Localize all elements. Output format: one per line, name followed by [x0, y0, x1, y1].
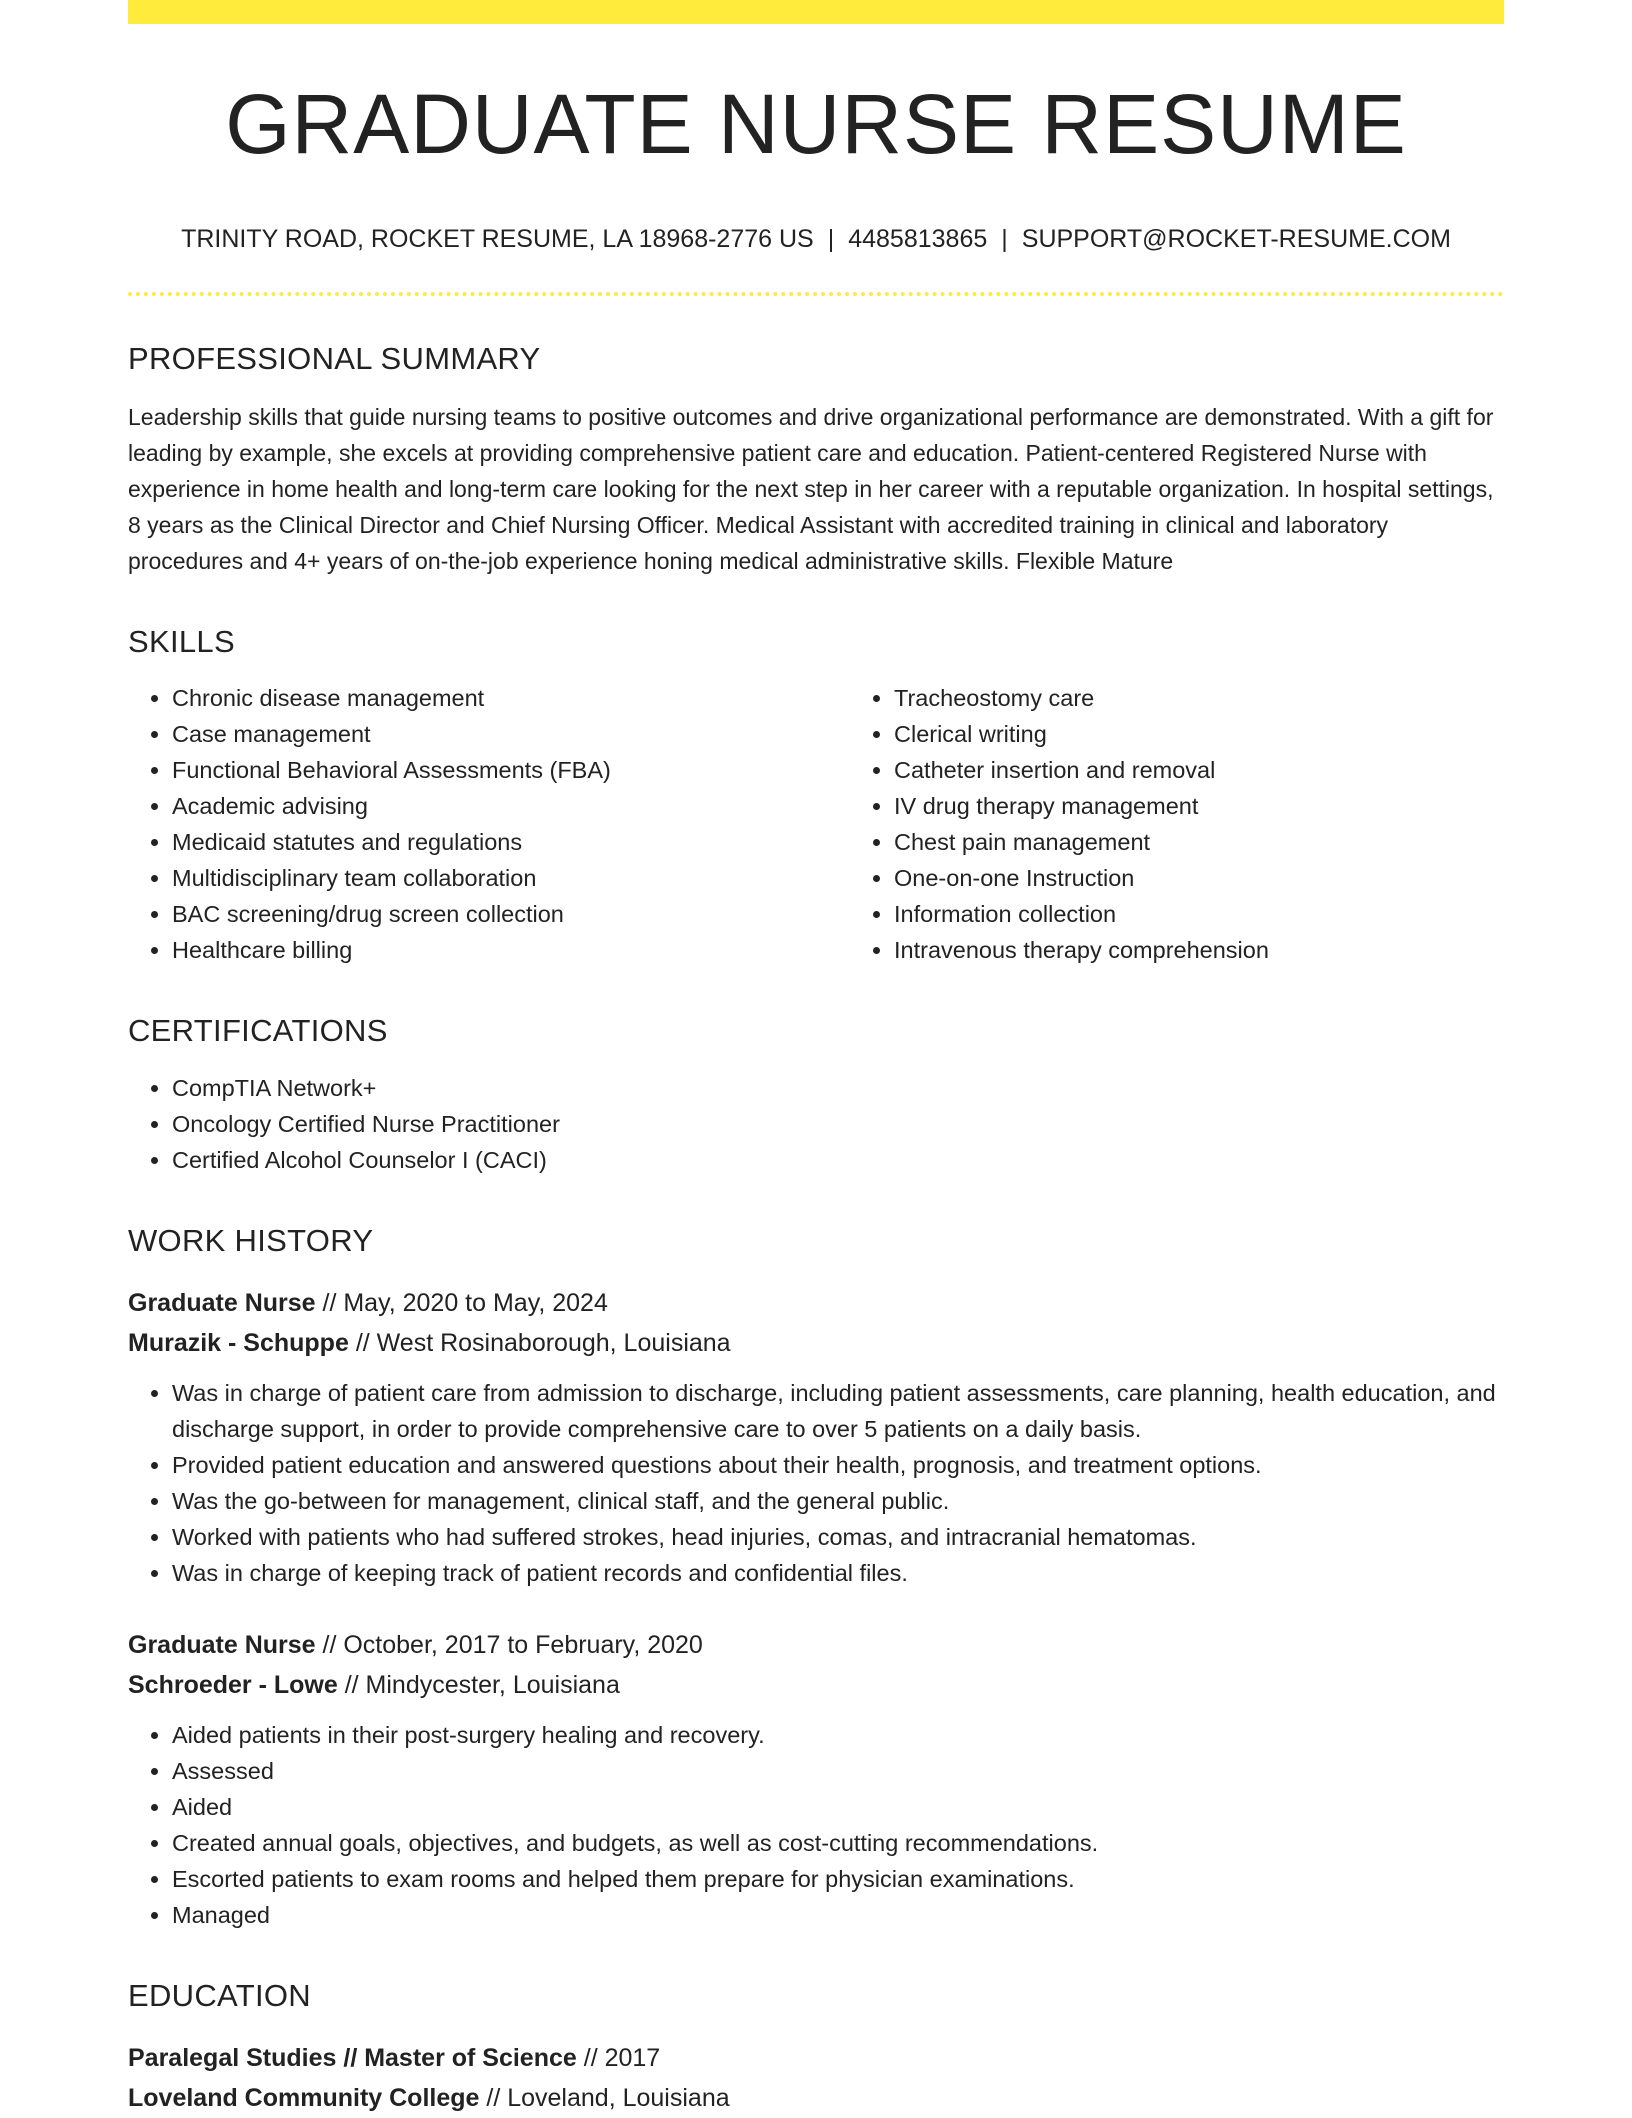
job-bullet: • Created annual goals, objectives, and budgets, as well as cost-cutting recommendations. [172, 1825, 1504, 1861]
job-bullet: • Provided patient education and answered questions about their health, prognosis, and treatment options. [172, 1447, 1504, 1483]
skills-list-right [850, 680, 1504, 968]
education-section [128, 1977, 1504, 2118]
contact-phone: 4485813865 [848, 225, 988, 253]
education-year: // 2017 [576, 2043, 661, 2072]
job-company-line [128, 1665, 1504, 1705]
contact-separator: | [1001, 225, 1008, 253]
skill-item: • Chest pain management [894, 824, 1504, 860]
job-bullet: • Escorted patients to exam rooms and helped them prepare for physician examinations. [172, 1861, 1504, 1897]
skill-item: • Medicaid statutes and regulations [172, 824, 850, 860]
education-entry [128, 2038, 1504, 2118]
dotted-divider [128, 292, 1504, 296]
skills-heading: SKILLS [128, 624, 235, 660]
skill-item: • Information collection [894, 896, 1504, 932]
contact-address: TRINITY ROAD, ROCKET RESUME, LA 18968-2776 US [181, 225, 814, 253]
top-accent-bar [128, 0, 1504, 24]
education-heading: EDUCATION [128, 1977, 311, 2013]
skill-item: • Chronic disease management [172, 680, 850, 716]
certifications-section [128, 1012, 1504, 1177]
job-role: Graduate Nurse [128, 1288, 316, 1317]
skills-section [128, 623, 1504, 968]
skill-item: • Healthcare billing [172, 932, 850, 968]
contact-separator: | [827, 225, 835, 253]
skill-item: • Academic advising [172, 788, 850, 824]
job-company-line [128, 1323, 1504, 1363]
job-dates: // October, 2017 to February, 2020 [315, 1630, 703, 1659]
skill-item: • BAC screening/drug screen collection [172, 896, 850, 932]
contact-email: SUPPORT@ROCKET-RESUME.COM [1021, 225, 1451, 253]
certification-item: • Oncology Certified Nurse Practitioner [172, 1106, 1504, 1142]
job-bullets [128, 1375, 1504, 1591]
resume-page [128, 0, 1504, 2118]
job-bullet: • Managed [172, 1897, 1504, 1933]
certification-item: • CompTIA Network+ [172, 1070, 1504, 1106]
skills-columns [128, 680, 1504, 968]
education-school: Loveland Community College [128, 2083, 480, 2112]
education-degree-line [128, 2038, 1504, 2078]
skill-item: • Functional Behavioral Assessments (FBA) [172, 752, 850, 788]
education-location: // Loveland, Louisiana [479, 2083, 730, 2112]
work-history-heading: WORK HISTORY [128, 1222, 374, 1258]
job-bullet: • Was in charge of patient care from admission to discharge, including patient assessments, care planning, health education, and discharge support, in order to provide comprehensive care to over 5 patients on a daily basis. [172, 1375, 1504, 1447]
certifications-heading: CERTIFICATIONS [128, 1013, 388, 1049]
job-location: // West Rosinaborough, Louisiana [348, 1328, 731, 1357]
job-dates: // May, 2020 to May, 2024 [315, 1288, 608, 1317]
job-company: Murazik - Schuppe [128, 1328, 349, 1357]
skill-item: • One-on-one Instruction [894, 860, 1504, 896]
job-bullets [128, 1717, 1504, 1933]
education-degree: Paralegal Studies // Master of Science [128, 2043, 577, 2072]
skill-item: • IV drug therapy management [894, 788, 1504, 824]
work-history-section [128, 1222, 1504, 1933]
job-bullet: • Assessed [172, 1753, 1504, 1789]
job-title-line [128, 1283, 1504, 1323]
skill-item: • Case management [172, 716, 850, 752]
job-location: // Mindycester, Louisiana [337, 1670, 620, 1699]
certifications-list [128, 1070, 1504, 1178]
job-entry [128, 1625, 1504, 1933]
skill-item: • Clerical writing [894, 716, 1504, 752]
skill-item: • Catheter insertion and removal [894, 752, 1504, 788]
job-role: Graduate Nurse [128, 1630, 316, 1659]
job-bullet: • Aided patients in their post-surgery healing and recovery. [172, 1717, 1504, 1753]
skill-item: • Tracheostomy care [894, 680, 1504, 716]
skill-item: • Intravenous therapy comprehension [894, 932, 1504, 968]
job-bullet: • Aided [172, 1789, 1504, 1825]
job-title-line [128, 1625, 1504, 1665]
job-bullet: • Worked with patients who had suffered strokes, head injuries, comas, and intracranial hematomas. [172, 1519, 1504, 1555]
summary-heading: PROFESSIONAL SUMMARY [128, 341, 541, 376]
job-company: Schroeder - Lowe [128, 1670, 338, 1699]
job-bullet: • Was the go-between for management, clinical staff, and the general public. [172, 1483, 1504, 1519]
job-entry [128, 1283, 1504, 1591]
skill-item: • Multidisciplinary team collaboration [172, 860, 850, 896]
resume-title: GRADUATE NURSE RESUME [225, 77, 1407, 171]
contact-line [128, 224, 1504, 254]
summary-text: Leadership skills that guide nursing teams to positive outcomes and drive organizational performance are demonstrated. With a gift for leading by example, she excels at providing comprehensive patient care and education. Patient-centered Registered Nurse with experience in home health and long-term care looking for the next step in her career with a reputable organization. In hospital settings, 8 years as the Clinical Director and Chief Nursing Officer. Medical Assistant with accredited training in clinical and laboratory procedures and 4+ years of on-the-job experience honing medical administrative skills. Flexible Mature [128, 404, 1494, 575]
certification-item: • Certified Alcohol Counselor I (CACI) [172, 1142, 1504, 1178]
job-bullet: • Was in charge of keeping track of patient records and confidential files. [172, 1555, 1504, 1591]
summary-section [128, 340, 1504, 579]
skills-list-left [128, 680, 850, 968]
